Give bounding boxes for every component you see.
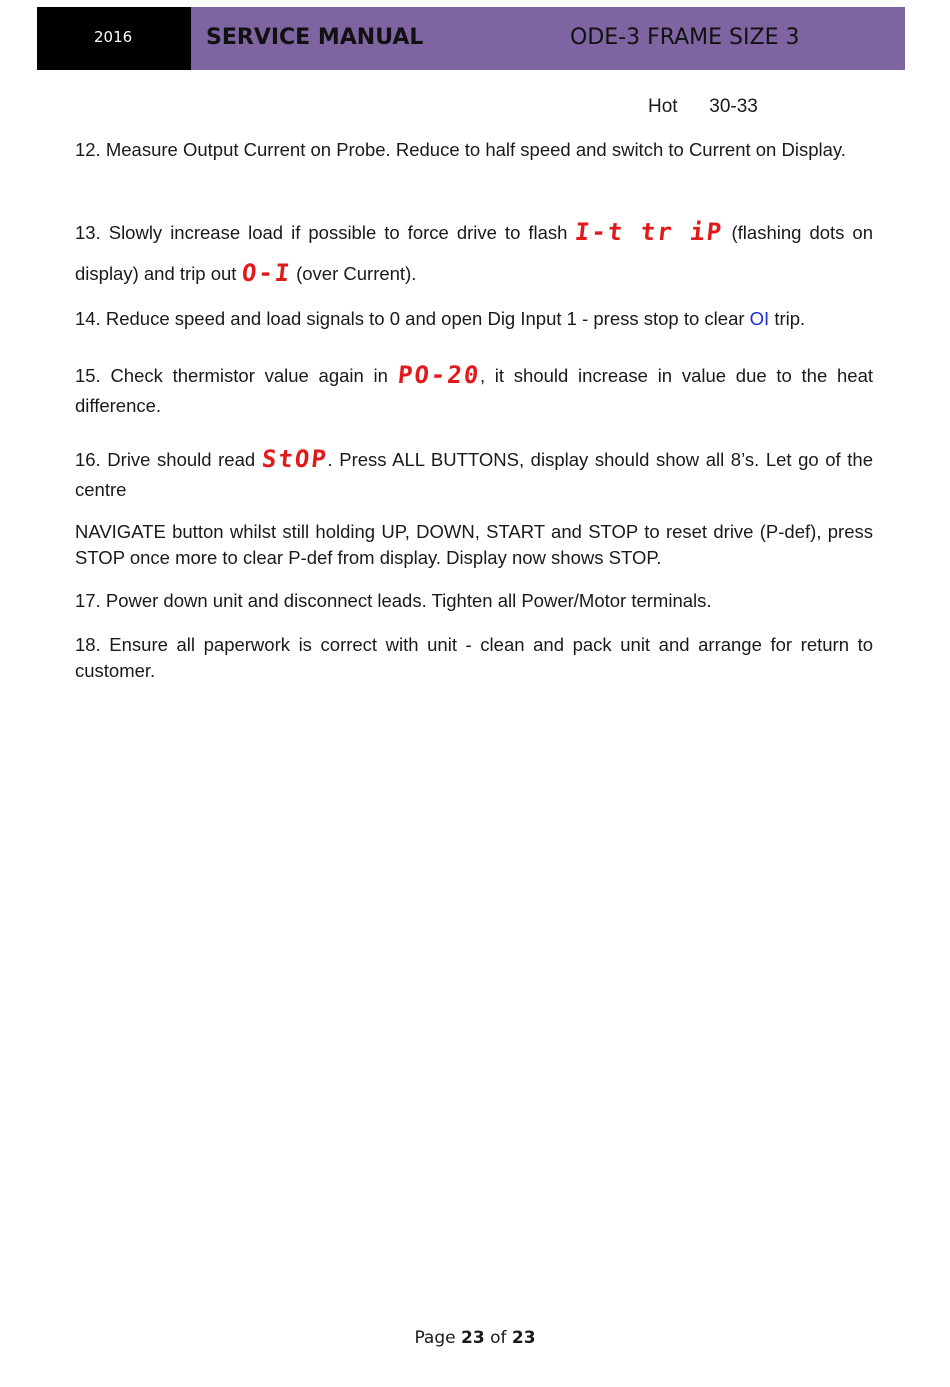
display-readout-parameter: PO-20 <box>396 361 482 389</box>
year-text: 2016 <box>94 28 133 46</box>
model-title: ODE-3 FRAME SIZE 3 <box>570 25 800 50</box>
page-footer <box>0 1328 950 1348</box>
step-14 <box>75 306 873 332</box>
step-16-text-b: . Press ALL BUTTONS, display should show all 8’s. Let go of the centre <box>75 449 873 500</box>
step-16-continued: NAVIGATE button whilst still holding UP, DOWN, START and STOP to reset drive (P-def), press STOP once more to clear P-def from display. Display now shows STOP. <box>75 521 873 568</box>
step-16 <box>75 445 873 505</box>
step-13-text-b: (flashing dots on display) and trip out <box>75 222 873 284</box>
step-14-text-a: 14. Reduce speed and load signals to 0 and open Dig Input 1 - press stop to clear <box>75 308 750 329</box>
step-13-text-a: 13. Slowly increase load if possible to force drive to flash <box>75 222 576 243</box>
step-13-text-c: (over Current). <box>290 263 417 284</box>
footer-sep: of <box>484 1328 512 1348</box>
step-12: 12. Measure Output Current on Probe. Reduce to half speed and switch to Current on Display. <box>75 139 846 160</box>
display-readout-overload: I-t tr iP <box>573 218 725 246</box>
step-15-text-b: , it should increase in value due to the heat difference. <box>75 365 873 416</box>
document-title: SERVICE MANUAL <box>206 25 424 50</box>
step-18: 18. Ensure all paperwork is correct with unit - clean and pack unit and arrange for return to customer. <box>75 634 873 681</box>
hot-value: 30-33 <box>709 96 758 117</box>
total-pages: 23 <box>511 1328 536 1348</box>
oi-trip-code: OI <box>749 308 770 329</box>
step-15-text-a: 15. Check thermistor value again in <box>75 365 398 386</box>
step-17: 17. Power down unit and disconnect leads. Tighten all Power/Motor terminals. <box>75 590 712 611</box>
step-16-text-a: 16. Drive should read <box>75 449 262 470</box>
display-readout-stop: StOP <box>260 445 330 473</box>
step-15 <box>75 361 873 421</box>
header-year <box>37 7 191 70</box>
step-13 <box>75 212 873 294</box>
current-page: 23 <box>461 1328 485 1348</box>
step-14-text-b: trip. <box>769 308 806 329</box>
hot-label: Hot <box>648 96 678 117</box>
hot-row <box>648 96 758 118</box>
footer-prefix: Page <box>414 1328 461 1348</box>
display-readout-overcurrent: O-I <box>240 259 293 287</box>
header-band <box>191 7 905 70</box>
